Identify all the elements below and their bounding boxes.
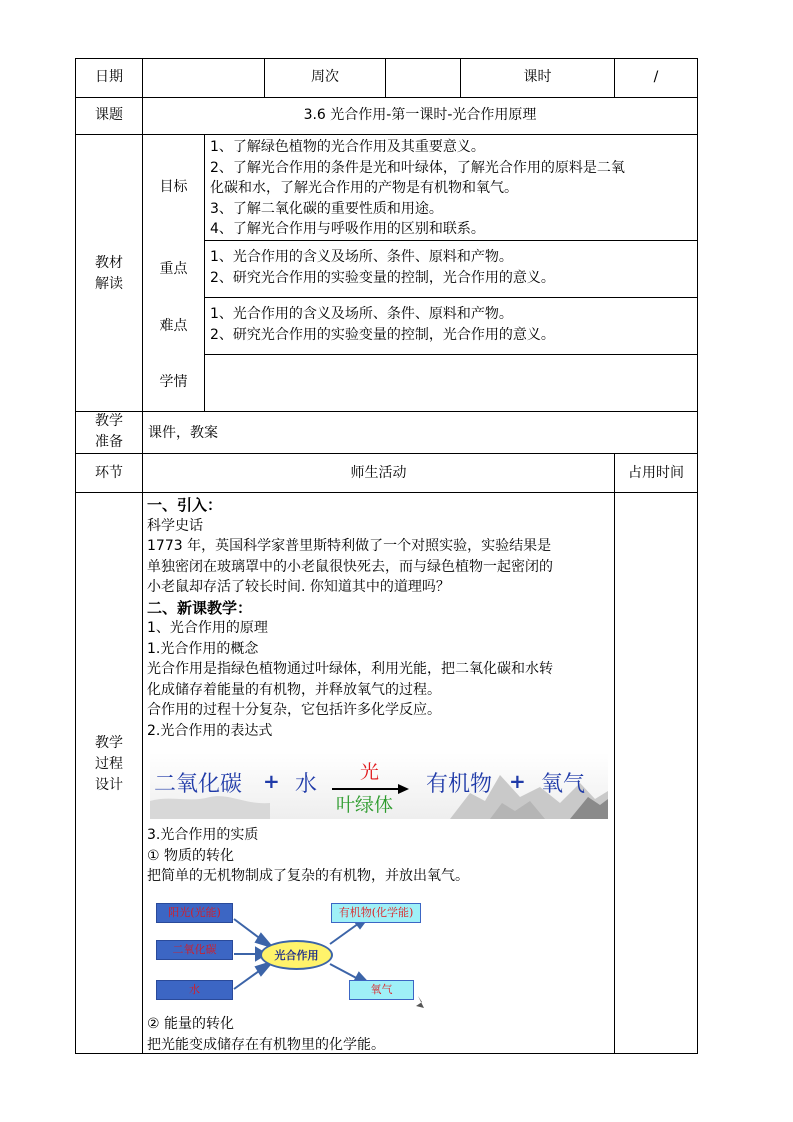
goal-line: 3、了解二氧化碳的重要性质和用途。 xyxy=(210,200,443,217)
essence-section xyxy=(147,825,609,887)
activity-column-header: 师生活动 xyxy=(350,465,407,481)
difficulties-text xyxy=(210,304,555,346)
intro-heading: 一、引入： xyxy=(147,496,223,514)
goal-line: 1、了解绿色植物的光合作用及其重要意义。 xyxy=(210,139,485,155)
equation-condition-light: 光 xyxy=(360,761,380,783)
goal-line: 化碳和水，了解光合作用的产物是有机物和氧气。 xyxy=(210,180,518,196)
period-label: 课时 xyxy=(523,69,552,85)
energy-line: 把光能变成储存在有机物里的化学能。 xyxy=(147,1036,385,1053)
equation-reactant2: 水 xyxy=(295,772,318,797)
intro-section xyxy=(147,495,609,741)
intro-line: 小老鼠却存活了较长时间. 你知道其中的道理吗？ xyxy=(147,579,450,595)
flow-input-water: 水 xyxy=(156,980,233,1000)
essence-line: 把简单的无机物制成了复杂的有机物，并放出氧气。 xyxy=(147,868,469,884)
equation-plus2: + xyxy=(509,769,526,793)
flow-input-co2: 二氧化碳 xyxy=(156,940,233,960)
topic-value: 3.6 光合作用-第一课时-光合作用原理 xyxy=(303,107,537,123)
essence-line: 3.光合作用的实质 xyxy=(147,827,259,843)
lesson-line: 合作用的过程十分复杂，它包括许多化学反应。 xyxy=(147,702,441,718)
week-label: 周次 xyxy=(311,69,339,85)
equation-image xyxy=(150,753,608,819)
equation-reactant1: 二氧化碳 xyxy=(154,772,243,797)
key-point-line: 1、光合作用的含义及场所、条件、原料和产物。 xyxy=(210,249,513,265)
flow-output-oxygen: 氧气 xyxy=(349,980,414,1000)
goal-line: 4、了解光合作用与呼吸作用的区别和联系。 xyxy=(210,221,485,237)
energy-line: ② 能量的转化 xyxy=(147,1016,235,1032)
difficulty-line: 2、研究光合作用的实验变量的控制，光合作用的意义。 xyxy=(210,327,555,343)
lesson-line: 2.光合作用的表达式 xyxy=(147,722,273,739)
intro-line: 单独密闭在玻璃罩中的小老鼠很快死去，而与绿色植物一起密闭的 xyxy=(147,558,553,575)
lesson-line: 1.光合作用的概念 xyxy=(147,640,259,657)
learner-label: 学情 xyxy=(159,374,188,390)
lesson-line: 化成储存着能量的有机物，并释放氧气的过程。 xyxy=(147,681,441,698)
prep-label: 教学 准备 xyxy=(95,413,123,450)
goals-text xyxy=(210,137,625,240)
energy-section xyxy=(147,1014,609,1055)
stage-column-header: 环节 xyxy=(95,465,123,481)
intro-line: 1773 年，英国科学家普里斯特利做了一个对照实验，实验结果是 xyxy=(147,538,552,554)
difficulties-label: 难点 xyxy=(159,318,188,334)
equation-product2: 氧气 xyxy=(541,772,586,797)
key-points-label: 重点 xyxy=(159,261,188,277)
flow-input-sunlight: 阳光(光能) xyxy=(156,903,233,923)
lesson-line: 光合作用是指绿色植物通过叶绿体，利用光能，把二氧化碳和水转 xyxy=(147,661,553,677)
equation-product1: 有机物 xyxy=(426,772,493,797)
new-lesson-heading: 二、新课教学： xyxy=(147,598,253,617)
intro-line: 科学史话 xyxy=(147,517,203,534)
date-label: 日期 xyxy=(95,69,123,85)
lesson-line: 1、光合作用的原理 xyxy=(147,620,268,636)
topic-label: 课题 xyxy=(95,107,123,123)
material-label: 教材 解读 xyxy=(95,255,123,292)
essence-line: ① 物质的转化 xyxy=(147,847,235,864)
key-point-line: 2、研究光合作用的实验变量的控制，光合作用的意义。 xyxy=(210,270,555,286)
time-column-header: 占用时间 xyxy=(628,465,684,481)
goals-label: 目标 xyxy=(159,179,188,195)
difficulty-line: 1、光合作用的含义及场所、条件、原料和产物。 xyxy=(210,306,513,322)
flow-center-photosynthesis: 光合作用 xyxy=(260,940,333,970)
equation-condition-chloroplast: 叶绿体 xyxy=(336,794,394,816)
flow-output-organic: 有机物(化学能) xyxy=(331,903,421,923)
prep-value: 课件，教案 xyxy=(148,425,218,441)
goal-line: 2、了解光合作用的条件是光和叶绿体，了解光合作用的原料是二氧 xyxy=(210,159,625,176)
process-label: 教学 过程 设计 xyxy=(95,735,123,793)
equation-plus1: + xyxy=(263,769,280,793)
period-value: / xyxy=(653,69,659,85)
key-points-text xyxy=(210,247,555,289)
